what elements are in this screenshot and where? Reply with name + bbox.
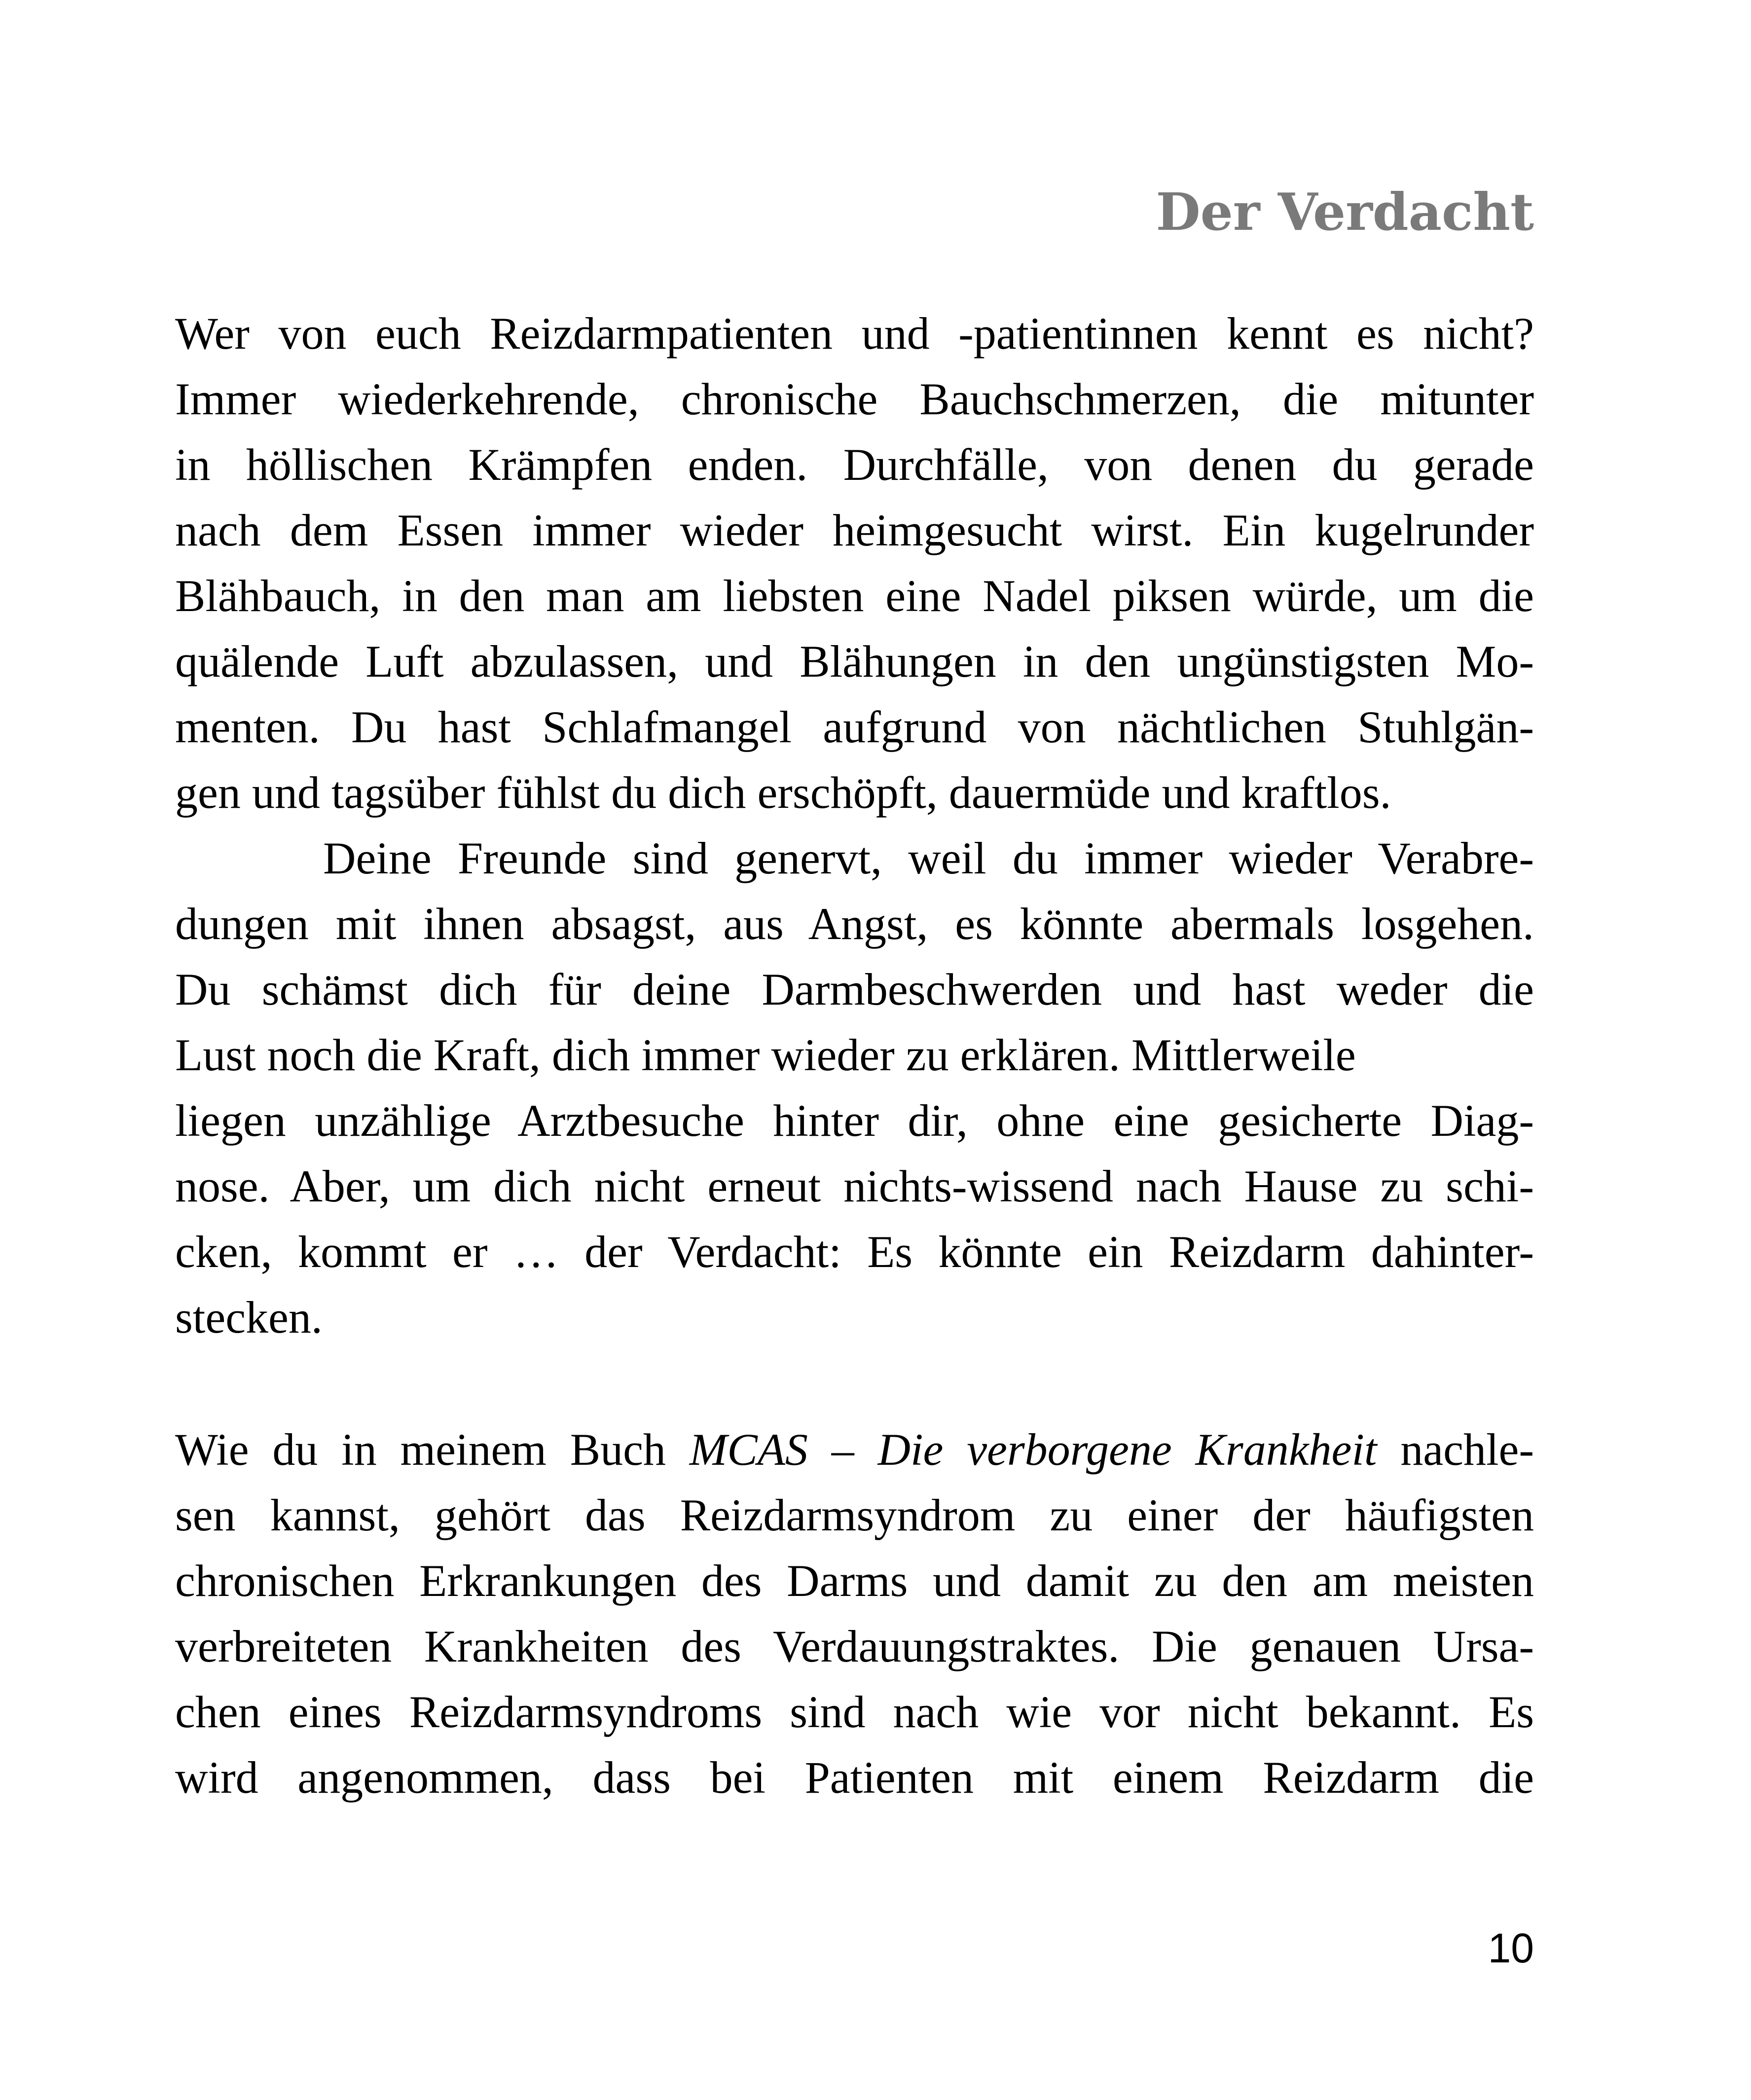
text-segment: nachle-: [1377, 1424, 1534, 1475]
text-line: Lust noch die Kraft, dich immer wieder zu erklären. Mittlerweile: [175, 1030, 1356, 1080]
book-title: MCAS – Die verborgene Krankheit: [689, 1424, 1377, 1475]
text-line: verbreiteten Krankheiten des Verdauungstraktes. Die genauen Ursa-: [175, 1621, 1534, 1671]
text-line: nach dem Essen immer wieder heimgesucht wirst. Ein kugelrunder: [175, 505, 1534, 555]
text-line: gen und tagsüber fühlst du dich erschöpft, dauermüde und kraftlos.: [175, 767, 1391, 818]
text-line: wird angenommen, dass bei Patienten mit einem Reizdarm die: [175, 1752, 1534, 1803]
text-line: menten. Du hast Schlafmangel aufgrund von nächtlichen Stuhlgän-: [175, 702, 1534, 752]
text-line: nose. Aber, um dich nicht erneut nichts-wissend nach Hause zu schi-: [175, 1161, 1534, 1211]
text-line: chen eines Reizdarmsyndroms sind nach wie vor nicht bekannt. Es: [175, 1687, 1534, 1737]
text-line-with-book-title: [175, 1417, 1534, 1483]
text-line: Immer wiederkehrende, chronische Bauchschmerzen, die mitunter: [175, 374, 1534, 424]
text-line: Du schämst dich für deine Darmbeschwerden und hast weder die: [175, 964, 1534, 1014]
page-number: 10: [1488, 1925, 1534, 1971]
text-line: quälende Luft abzulassen, und Blähungen in den ungünstigsten Mo-: [175, 636, 1534, 687]
text-segment: Wie du in meinem Buch: [175, 1424, 690, 1475]
text-line: sen kannst, gehört das Reizdarmsyndrom zu einer der häufigsten: [175, 1490, 1534, 1540]
text-line: in höllischen Krämpfen enden. Durchfälle, von denen du gerade: [175, 439, 1534, 490]
text-line: Deine Freunde sind genervt, weil du immer wieder Verabre-: [323, 833, 1534, 883]
text-line: Blähbauch, in den man am liebsten eine Nadel piksen würde, um die: [175, 571, 1534, 621]
text-line: stecken.: [175, 1292, 323, 1342]
text-line: dungen mit ihnen absagst, aus Angst, es könnte abermals losgehen.: [175, 899, 1534, 949]
paragraph-irritable-bowel: [175, 1417, 1534, 1810]
text-line: chronischen Erkrankungen des Darms und damit zu den am meisten: [175, 1556, 1534, 1606]
text-line: Wer von euch Reizdarmpatienten und -patientinnen kennt es nicht?: [175, 308, 1534, 359]
chapter-title: Der Verdacht: [1156, 181, 1534, 242]
text-line: liegen unzählige Arztbesuche hinter dir, ohne eine gesicherte Diag-: [175, 1095, 1534, 1146]
paragraph-symptoms: [175, 301, 1534, 1350]
text-line: cken, kommt er … der Verdacht: Es könnte ein Reizdarm dahinter-: [175, 1227, 1534, 1277]
